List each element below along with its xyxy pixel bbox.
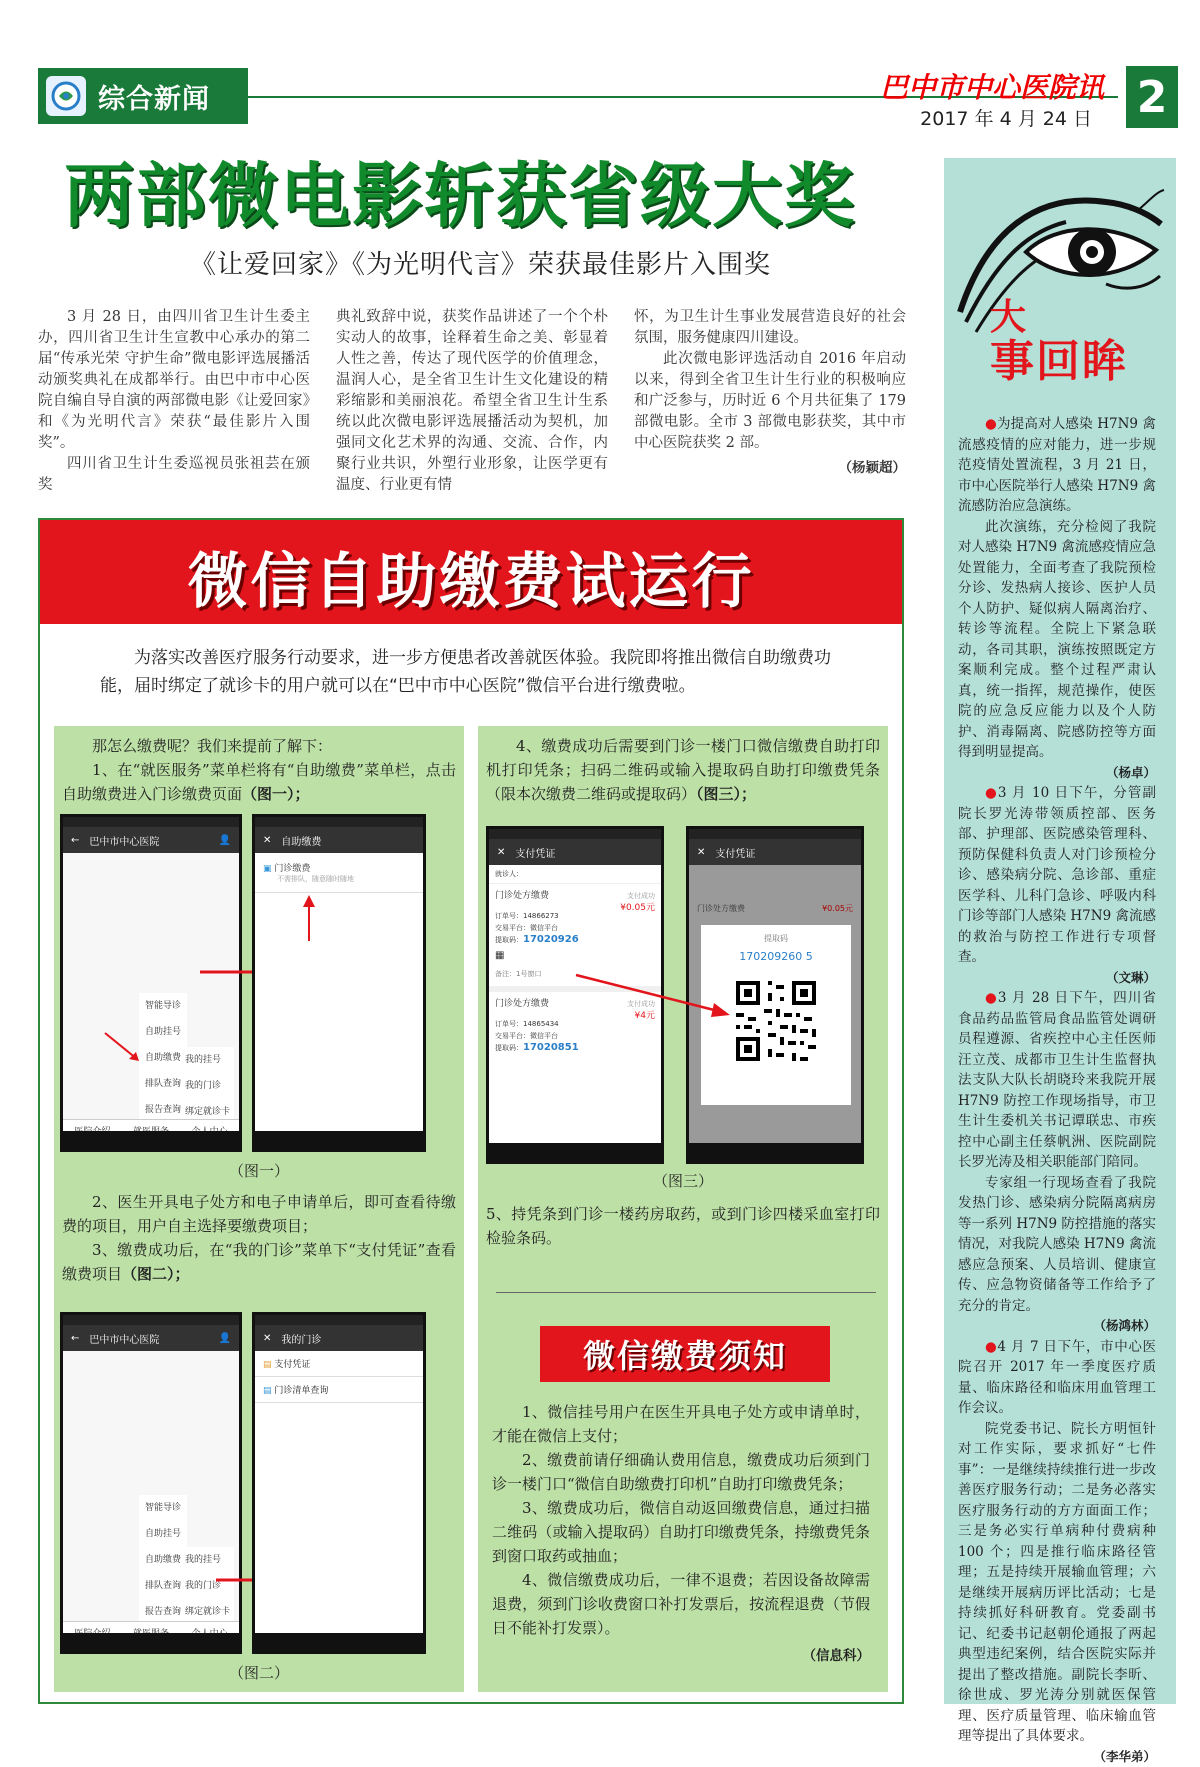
qr-code-icon	[732, 977, 820, 1065]
instructions-panel-left	[54, 726, 464, 1692]
amount-text: ¥0.05元	[822, 903, 853, 914]
extract-code-row	[495, 1042, 655, 1054]
phone-nav-bar	[489, 1143, 661, 1161]
menu-item: 报告查询	[145, 1599, 181, 1625]
menu-item: 自助缴费	[145, 1547, 181, 1573]
phone-nav-bar	[255, 1633, 423, 1651]
user-icon: 👤	[219, 835, 231, 846]
phone-title-bar	[63, 827, 239, 853]
notice-item: 1、微信挂号用户在医生开具电子处方或申请单时，才能在微信上支付；	[492, 1400, 870, 1448]
wechat-feature-intro: 为落实改善医疗服务行动要求，进一步方便患者改善就医体验。我院即将推出微信自助缴费功能，届时绑定了就诊卡的用户就可以在“巴中市中心医院”微信平台进行缴费啦。	[100, 644, 840, 700]
phone-screenshot-menu-2	[60, 1312, 242, 1654]
code-label: 提取码：	[495, 936, 523, 944]
notice-item: 2、缴费前请仔细确认费用信息，缴费成功后须到门诊一楼门口“微信自助缴费打印机”自助打印缴费凭条；	[492, 1448, 870, 1496]
list-item	[255, 1351, 423, 1377]
step-3-figure-ref: （图二）；	[122, 1265, 190, 1283]
instructions-text-right	[478, 726, 888, 806]
step-intro: 那怎么缴费呢？我们来提前了解下：	[62, 734, 456, 758]
phone-title: 支付凭证	[515, 845, 555, 860]
phone-title: 巴中市中心医院	[89, 833, 159, 848]
service-menu	[139, 1495, 187, 1625]
bullet-dot-icon: ●	[985, 416, 997, 432]
outpatient-payment-item	[255, 853, 423, 893]
sidebar-news-byline: （杨鸿林）	[958, 1316, 1156, 1337]
phone-status-bar	[255, 1315, 423, 1325]
sidebar-news-text: 4 月 7 日下午，市中心医院召开 2017 年一季度医疗质量、临床路径和临床用血管理工作会议。	[958, 1339, 1156, 1417]
bullet-dot-icon: ●	[985, 785, 998, 801]
patient-field: 就诊人：	[489, 865, 661, 884]
lead-subheadline: 《让爱回家》《为光明代言》荣获最佳影片入围奖	[190, 244, 771, 281]
menu-item: 我的挂号	[185, 1047, 230, 1073]
sidebar-news-item	[958, 1337, 1156, 1419]
sidebar-news-item	[958, 517, 1156, 763]
sidebar-news-text: 为提高对人感染 H7N9 禽流感疫情的应对能力，进一步规范疫情处置流程，3 月 21 日，市中心医院举行人感染 H7N9 禽流感防治应急演练。	[958, 416, 1156, 514]
phone-body	[255, 1351, 423, 1645]
article-byline: （杨颖超）	[634, 458, 906, 479]
bullet-dot-icon: ●	[985, 990, 998, 1006]
menu-item: 自助挂号	[145, 1019, 181, 1045]
article-paragraph: 典礼致辞中说，获奖作品讲述了一个个朴实动人的故事，诠释着生命之美、彰显着人性之善，传达了现代医学的价值理念，温润人心，是全省卫生计生文化建设的精彩缩影和美丽浪花。希望全省卫生计生系统以此次微电影评选展播活动为契机，加强同文化艺术界的沟通、交流、合作，内聚行业共识，外塑行业形象，让医学更有温度、行业更有情	[336, 307, 608, 496]
phone-nav-bar	[255, 1131, 423, 1149]
card-title: 门诊处方缴费	[697, 903, 745, 914]
close-icon: ✕	[263, 1333, 271, 1344]
phone-nav-bar	[63, 1633, 239, 1651]
user-icon: 👤	[219, 1333, 231, 1344]
amount-text: ¥0.05元	[620, 902, 655, 914]
sidebar-news-text: 3 月 28 日下午，四川省食品药品监管局食品监管处调研员程遵源、省疾控中心主任医师汪立茂、成都市卫生计生监督执法支队大队长胡晓玲来我院开展 H7N9 防控工作现场指导，市卫生计生委机关书记谭联忠、市疾控中心副主任蔡帆洲、医院副院长罗光涛及相关职能部门陪同。	[958, 990, 1156, 1170]
sidebar-news-item	[958, 783, 1156, 968]
phone-title-bar	[255, 827, 423, 853]
popup-label: 提取码	[701, 933, 851, 944]
phone-title-bar	[689, 839, 861, 865]
list-item	[255, 1377, 423, 1403]
wechat-feature-title: 微信自助缴费试运行	[40, 534, 902, 620]
step-3	[62, 1238, 456, 1286]
phone-status-bar	[255, 817, 423, 827]
step-1	[62, 758, 456, 806]
sidebar-news-byline: （李华弟）	[958, 1747, 1156, 1767]
bullet-dot-icon: ●	[985, 1339, 997, 1355]
page-number: 2	[1126, 66, 1178, 128]
step-4	[486, 734, 880, 806]
note-text: 备注：1号窗口	[495, 968, 655, 980]
phone-nav-bar	[689, 1143, 861, 1161]
menu-item: 绑定就诊卡	[185, 1099, 230, 1125]
figure-3-caption: （图三）	[478, 1170, 888, 1191]
step-5: 5、持凭条到门诊一楼药房取药，或到门诊四楼采血室打印检验条码。	[486, 1202, 880, 1250]
qr-icon: ▦	[495, 950, 655, 962]
menu-item: 智能导诊	[145, 993, 181, 1019]
menu-item: 智能导诊	[145, 1495, 181, 1521]
extract-code: 17020926	[523, 934, 579, 945]
phone-status-bar	[489, 829, 661, 839]
article-column-1	[38, 307, 310, 496]
phone-title: 自助缴费	[281, 833, 321, 848]
menu-item: 绑定就诊卡	[185, 1599, 230, 1625]
sidebar-news-item	[958, 1419, 1156, 1747]
code-label: 提取码：	[495, 1044, 523, 1052]
paper-name: 巴中市中心医院讯	[880, 66, 1104, 106]
card-status	[620, 890, 655, 914]
step-1-text: 1、在“就医服务”菜单栏将有“自助缴费”菜单栏，点击自助缴费进入门诊缴费页面	[62, 761, 456, 803]
lead-headline: 两部微电影斩获省级大奖	[64, 154, 864, 238]
step-4-figure-ref: （图三）；	[696, 785, 756, 803]
back-arrow-icon: ←	[71, 1333, 79, 1344]
sidebar-title-line-2: 事回眸	[990, 336, 1128, 388]
article-paragraph: 此次微电影评选活动自 2016 年启动以来，得到全省卫生计生行业的积极响应和广泛参与，历时近 6 个月共征集了 179 部微电影。全市 3 部微电影获奖，其中市中心医院获奖 2 部。	[634, 349, 906, 454]
sidebar-title-line-1: 大	[990, 300, 1128, 336]
phone-status-bar	[63, 817, 239, 827]
sidebar-news-item	[958, 1173, 1156, 1317]
phone-body	[63, 1351, 239, 1645]
notice-list	[492, 1400, 870, 1668]
phone-body	[63, 853, 239, 1143]
sidebar-news-text: 院党委书记、院长方明恒针对工作实际，要求抓好“七件事”：一是继续持续推行进一步改善医疗服务行动；二是务必落实医疗服务行动的方方面面工作；三是务必实行单病种付费病种 100 个；四是推行临床路径管理；五是持续开展输血管理；六是继续开展病历评比活动；七是持续抓好科研教育。党委副书记、纪委书记赵朝伦通报了两起典型违纪案例，结合医院实际并提出了整改措施。副院长李昕、徐世成、罗光涛分别就医保管理、医疗质量管理、临床输血管理等提出了具体要求。	[958, 1421, 1156, 1745]
step-3-text: 3、缴费成功后，在“我的门诊”菜单下“支付凭证”查看缴费项目	[62, 1241, 456, 1283]
figure-2-caption: （图二）	[54, 1662, 464, 1683]
menu-item: 排队查询	[145, 1573, 181, 1599]
article-paragraph: 四川省卫生计生委巡视员张祖芸在颁奖	[38, 454, 310, 496]
phone-title-bar	[255, 1325, 423, 1351]
sidebar-news-byline: （文琳）	[958, 968, 1156, 989]
red-arrow-icon	[103, 1031, 143, 1065]
phone-title-bar	[489, 839, 661, 865]
phone-screenshot-self-pay	[252, 814, 426, 1152]
notice-item: 4、微信缴费成功后，一律不退费；若因设备故障需退费，须到门诊收费窗口补打发票后，按流程退费（节假日不能补打发票）。	[492, 1568, 870, 1640]
phone-screenshot-my-clinic	[252, 1312, 426, 1654]
article-paragraph: 怀，为卫生计生事业发展营造良好的社会氛围，服务健康四川建设。	[634, 307, 906, 349]
menu-item: 我的挂号	[185, 1547, 230, 1573]
step-2: 2、医生开具电子处方和电子申请单后，即可查看待缴费的项目，用户自主选择要缴费项目；	[62, 1190, 456, 1238]
status-text: 支付成功	[620, 890, 655, 902]
red-arrow-icon	[574, 971, 732, 1021]
card-title: 门诊处方缴费	[495, 998, 655, 1010]
phone-status-bar	[689, 829, 861, 839]
amount-text: ¥4元	[627, 1010, 655, 1022]
article-paragraph: 3 月 28 日，由四川省卫生计生委主办，四川省卫生计生宣教中心承办的第二届“传承光荣 守护生命”微电影评选展播活动颁奖典礼在成都举行。由巴中市中心医院自编自导自演的两部微电影《让爱回家》和《为光明代言》荣获“最佳影片入围奖”。	[38, 307, 310, 454]
menu-item: 排队查询	[145, 1071, 181, 1097]
phone-title-bar	[63, 1325, 239, 1351]
step-1-figure-ref: （图一）；	[242, 785, 310, 803]
item-label: 门诊缴费	[274, 864, 310, 874]
red-arrow-icon	[299, 893, 319, 943]
sidebar-news-text: 此次演练，充分检阅了我院对人感染 H7N9 禽流感疫情应急处置能力，全面考查了我院预检分诊、发热病人接诊、医护人员个人防护、疑似病人隔离治疗、转诊等流程。全院上下紧急联动，各司其职，演练按照既定方案顺利完成。整个过程严肃认真，统一指挥，规范操作，使医院的应急反应能力以及个人防护、消毒隔离、院感防控等方面得到明显提高。	[958, 519, 1156, 761]
popup-code: 170209260 5	[701, 950, 851, 963]
extract-code: 17020851	[523, 1042, 579, 1053]
menu-item: 自助挂号	[145, 1521, 181, 1547]
order-number: 订单号：14866273	[495, 910, 655, 922]
back-arrow-icon: ←	[71, 835, 79, 846]
phone-body	[255, 853, 423, 1143]
figure-1-caption: （图一）	[54, 1160, 464, 1181]
personal-menu	[181, 1047, 234, 1125]
phone-title: 巴中市中心医院	[89, 1331, 159, 1346]
instructions-text-left-2	[62, 1190, 456, 1286]
order-number: 订单号：14865434	[495, 1018, 655, 1030]
notice-divider	[496, 1292, 876, 1293]
instructions-text-left	[54, 726, 464, 806]
article-column-2	[336, 307, 608, 496]
item-sublabel: 不需排队，随意随时随地	[263, 874, 415, 884]
item-label: 门诊清单查询	[274, 1386, 328, 1396]
menu-item: 我的门诊	[185, 1573, 230, 1599]
card-title: 门诊处方缴费	[495, 890, 655, 902]
notice-banner: 微信缴费须知	[540, 1326, 830, 1382]
sidebar-news-text: 专家组一行现场查看了我院发热门诊、感染病分院隔离病房等一系列 H7N9 防控措施的落实情况，对我院人感染 H7N9 禽流感应急预案、人员培训、健康宣传、应急物资储备等工作给予了充分的肯定。	[958, 1175, 1156, 1314]
list-icon: ▤	[263, 1386, 272, 1396]
payment-icon: ▣	[263, 864, 272, 874]
phone-title: 支付凭证	[715, 845, 755, 860]
notice-item: 3、缴费成功后，微信自动返回缴费信息，通过扫描二维码（或输入提取码）自助打印缴费凭条，持缴费凭条到窗口取药或抽血；	[492, 1496, 870, 1568]
menu-item: 自助缴费	[145, 1045, 181, 1071]
sidebar-title	[990, 300, 1128, 388]
article-column-3	[634, 307, 906, 496]
menu-item: 报告查询	[145, 1097, 181, 1123]
sidebar-news-item	[958, 988, 1156, 1173]
step-4-text: 4、缴费成功后需要到门诊一楼门口微信缴费自助打印机打印凭条；扫码二维码或输入提取码自助打印缴费凭条（限本次缴费二维码或提取码）	[486, 737, 880, 803]
section-name: 综合新闻	[98, 77, 210, 116]
platform-text: 交易平台：微信平台	[495, 1030, 655, 1042]
publication-date: 2017 年 4 月 24 日	[920, 104, 1092, 131]
sidebar-news-list	[958, 414, 1156, 1767]
wechat-feature-banner	[40, 520, 902, 624]
platform-text: 交易平台：微信平台	[495, 922, 655, 934]
close-icon: ✕	[697, 847, 705, 858]
sidebar-news-item	[958, 414, 1156, 517]
hospital-logo-icon	[46, 76, 86, 116]
lead-article-body	[38, 307, 906, 496]
extract-code-row	[495, 934, 655, 946]
sidebar-news-text: 3 月 10 日下午，分管副院长罗光涛带领质控部、医务部、护理部、医院感染管理科、预防保健科负责人对门诊预检分诊、感染病分院、急诊部、重症医学科、儿科门急诊、呼吸内科门诊等部门人感染 H7N9 禽流感的救治与防控工作进行专项督查。	[958, 785, 1156, 965]
sidebar-news-byline: （杨卓）	[958, 763, 1156, 784]
phone-title: 我的门诊	[281, 1331, 321, 1346]
receipt-icon: ▤	[263, 1360, 272, 1370]
phone-status-bar	[63, 1315, 239, 1325]
phone-nav-bar	[63, 1131, 239, 1149]
status-text: 支付成功	[627, 998, 655, 1010]
menu-item: 我的门诊	[185, 1073, 230, 1099]
notice-byline: （信息科）	[492, 1644, 870, 1668]
close-icon: ✕	[497, 847, 505, 858]
item-label: 支付凭证	[274, 1360, 310, 1370]
section-tag	[38, 68, 248, 124]
service-menu	[139, 993, 187, 1123]
close-icon: ✕	[263, 835, 271, 846]
